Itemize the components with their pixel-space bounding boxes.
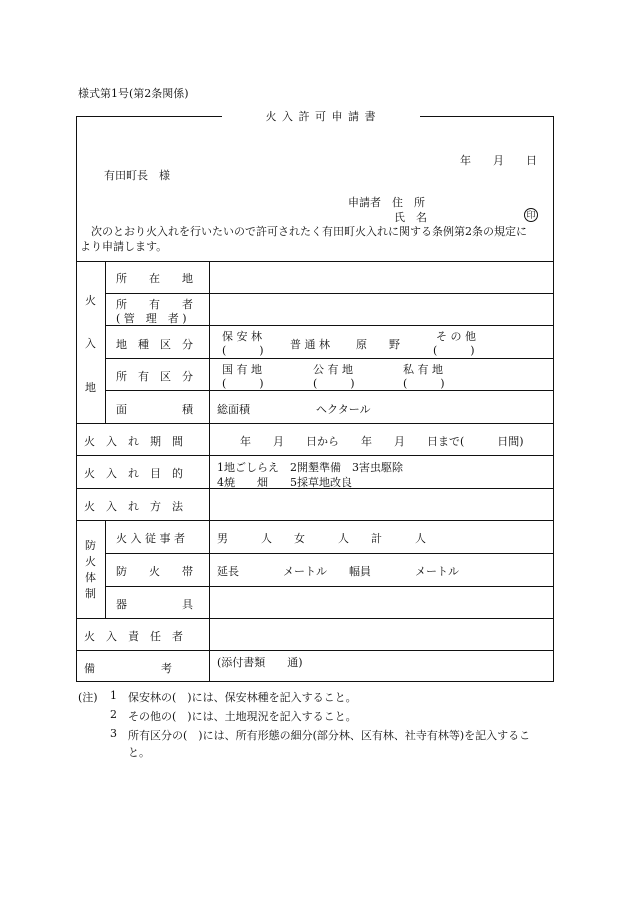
area-label: 面 積 xyxy=(116,403,193,416)
date-line[interactable]: 年 月 日 xyxy=(460,154,537,167)
intro-line-2: より申請します。 xyxy=(80,240,168,253)
prevention-char-1: 防 xyxy=(85,539,96,552)
firebreak-label: 防 火 帯 xyxy=(116,565,193,578)
option-koyu[interactable]: 公 有 地 xyxy=(313,363,353,376)
purpose-options-line-1[interactable]: 1地ごしらえ 2開墾準備 3害虫駆除 xyxy=(217,461,403,474)
option-sonota-paren[interactable]: ( ) xyxy=(433,344,475,357)
purpose-options-line-2[interactable]: 4焼 畑 5採草地改良 xyxy=(217,476,352,489)
workers-label: 火 入 従 事 者 xyxy=(116,532,185,545)
note-3-text: 所有区分の( )には、所有形態の細分(部分林、区有林、社寺有林等)を記入するこ xyxy=(128,729,531,742)
option-kokuyu[interactable]: 国 有 地 xyxy=(222,363,262,376)
method-label: 火 入 れ 方 法 xyxy=(84,500,183,513)
option-hoanrin-paren[interactable]: ( ) xyxy=(222,344,264,357)
prevention-char-3: 体 xyxy=(85,571,96,584)
intro-line-1: 次のとおり火入れを行いたいので許可されたく有田町火入れに関する条例第2条の規定に xyxy=(80,225,527,238)
notes-prefix: (注) xyxy=(78,691,98,704)
fire-site-char-1: 火 xyxy=(85,294,96,307)
option-sonota[interactable]: そ の 他 xyxy=(436,330,476,343)
period-label: 火 入 れ 期 間 xyxy=(84,435,183,448)
prevention-char-2: 火 xyxy=(85,555,96,568)
note-2-text: その他の( )には、土地現況を記入すること。 xyxy=(128,710,357,723)
firebreak-value[interactable]: 延長 メートル 幅員 メートル xyxy=(217,565,459,578)
land-type-label: 地 種 区 分 xyxy=(116,338,193,351)
option-genya[interactable]: 原 野 xyxy=(356,338,400,351)
option-shiyu-paren[interactable]: ( ) xyxy=(403,377,445,390)
option-shiyu[interactable]: 私 有 地 xyxy=(403,363,443,376)
applicant-name-label: 氏 名 xyxy=(394,211,427,224)
applicant-address-label: 申請者 住 所 xyxy=(348,196,425,209)
workers-value[interactable]: 男 人 女 人 計 人 xyxy=(217,532,426,545)
note-3-continuation: と。 xyxy=(128,746,150,759)
period-value[interactable]: 年 月 日から 年 月 日まで( 日間) xyxy=(240,435,524,448)
option-hoanrin[interactable]: 保 安 林 xyxy=(222,330,262,343)
note-2-number: 2 xyxy=(110,708,117,721)
option-futsurin[interactable]: 普 通 林 xyxy=(290,338,330,351)
location-label: 所 在 地 xyxy=(116,272,193,285)
owner-manager-label: ( 管 理 者 ) xyxy=(116,312,187,325)
option-koyu-paren[interactable]: ( ) xyxy=(313,377,355,390)
prevention-char-4: 制 xyxy=(85,587,96,600)
fire-site-char-3: 地 xyxy=(85,381,96,394)
note-3-number: 3 xyxy=(110,727,117,740)
addressee: 有田町長 様 xyxy=(104,169,170,182)
area-value[interactable]: 総面積 ヘクタール xyxy=(217,403,371,416)
owner-label: 所 有 者 xyxy=(116,298,193,311)
option-kokuyu-paren[interactable]: ( ) xyxy=(222,377,264,390)
note-1-text: 保安林の( )には、保安林種を記入すること。 xyxy=(128,691,357,704)
ownership-label: 所 有 区 分 xyxy=(116,370,193,383)
remarks-label: 備 考 xyxy=(84,662,172,675)
form-number-label: 様式第1号(第2条関係) xyxy=(78,87,189,100)
responsible-label: 火 入 責 任 者 xyxy=(84,630,183,643)
seal-mark: 印 xyxy=(524,208,538,222)
note-1-number: 1 xyxy=(110,689,117,702)
remarks-value[interactable]: (添付書類 通) xyxy=(217,656,303,669)
fire-site-char-2: 入 xyxy=(85,337,96,350)
form-title: 火 入 許 可 申 請 書 xyxy=(265,110,377,123)
purpose-label: 火 入 れ 目 的 xyxy=(84,467,183,480)
equipment-label: 器 具 xyxy=(116,598,193,611)
